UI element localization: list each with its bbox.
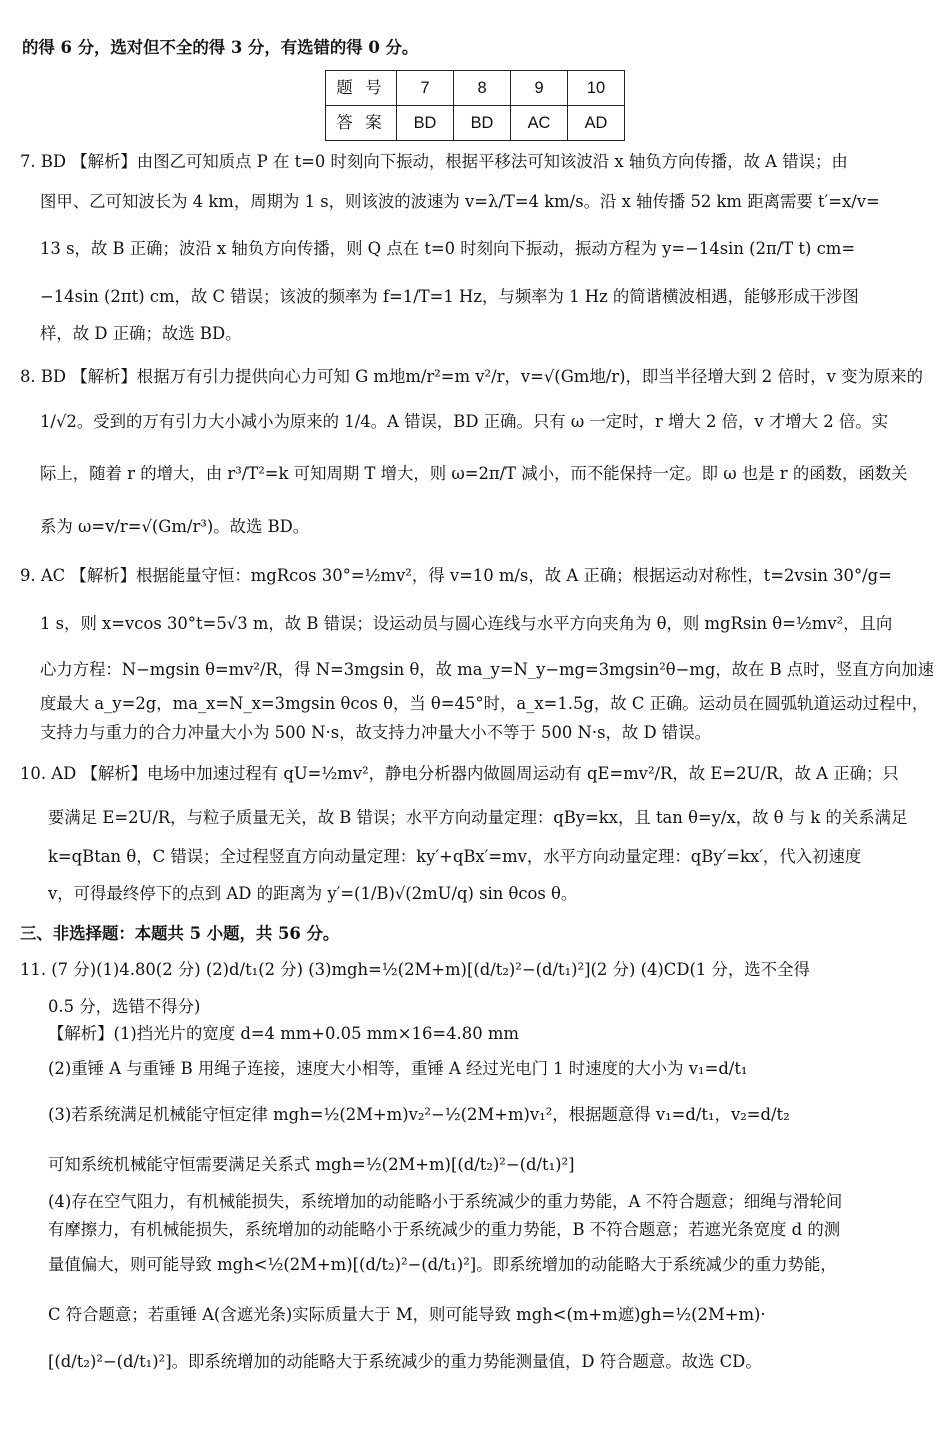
q7-line: 7. BD 【解析】由图乙可知质点 P 在 t=0 时刻向下振动，根据平移法可知该波沿 x 轴负方向传播，故 A 错误；由 [20,152,848,171]
q11-line: C 符合题意；若重锤 A(含遮光条)实际质量大于 M，则可能导致 mgh<(m+m遮)gh=½(2M+m)· [48,1305,766,1324]
table-cell: AD [568,106,625,141]
q10-line: 10. AD 【解析】电场中加速过程有 qU=½mv²，静电分析器内做圆周运动有 qE=mv²/R，故 E=2U/R，故 A 正确；只 [20,764,899,783]
q9-line: 支持力与重力的合力冲量大小为 500 N·s，故支持力冲量大小不等于 500 N·s，故 D 错误。 [40,723,712,742]
q7-line: −14sin (2πt) cm，故 C 错误；该波的频率为 f=1/T=1 Hz，与频率为 1 Hz 的简谐横波相遇，能够形成干涉图 [40,287,859,306]
table-cell: AC [511,106,568,141]
q9-line: 1 s，则 x=vcos 30°t=5√3 m，故 B 错误；设运动员与圆心连线与水平方向夹角为 θ，则 mgRsin θ=½mv²，且向 [40,614,893,633]
q8-line: 8. BD 【解析】根据万有引力提供向心力可知 G m地m/r²=m v²/r，v=√(Gm地/r)，即当半径增大到 2 倍时，v 变为原来的 [20,367,924,386]
table-row [326,71,625,106]
q11-line: 量值偏大，则可能导致 mgh<½(2M+m)[(d/t₂)²−(d/t₁)²]。即系统增加的动能略大于系统减少的重力势能， [48,1255,837,1274]
q9-line: 心力方程：N−mgsin θ=mv²/R，得 N=3mgsin θ，故 ma_y=N_y−mg=3mgsin²θ−mg，故在 B 点时，竖直方向加速 [40,660,934,679]
table-cell: 10 [568,71,625,106]
q9-line: 9. AC 【解析】根据能量守恒：mgRcos 30°=½mv²，得 v=10 m/s，故 A 正确；根据运动对称性，t=2vsin 30°/g= [20,566,892,585]
answer-table [325,70,625,141]
table-row [326,106,625,141]
table-cell: BD [397,106,454,141]
table-cell: 7 [397,71,454,106]
q10-line: k=qBtan θ，C 错误；全过程竖直方向动量定理：ky′+qBx′=mv，水平方向动量定理：qBy′=kx′，代入初速度 [48,847,862,866]
q11-line: 可知系统机械能守恒需要满足关系式 mgh=½(2M+m)[(d/t₂)²−(d/t₁)²] [48,1155,575,1174]
table-cell: 答 案 [326,106,397,141]
q11-line: 【解析】(1)挡光片的宽度 d=4 mm+0.05 mm×16=4.80 mm [48,1024,519,1043]
table-cell: 题 号 [326,71,397,106]
q11-line: (2)重锤 A 与重锤 B 用绳子连接，速度大小相等，重锤 A 经过光电门 1 时速度的大小为 v₁=d/t₁ [48,1059,748,1078]
q8-line: 系为 ω=v/r=√(Gm/r³)。故选 BD。 [40,517,310,536]
table-cell: BD [454,106,511,141]
q10-line: 要满足 E=2U/R，与粒子质量无关，故 B 错误；水平方向动量定理：qBy=kx，且 tan θ=y/x，故 θ 与 k 的关系满足 [48,808,908,827]
cut-top-line: 的得 6 分，选对但不全的得 3 分，有选错的得 0 分。 [22,38,419,57]
table-cell: 8 [454,71,511,106]
q10-line: v，可得最终停下的点到 AD 的距离为 y′=(1/B)√(2mU/q) sin θcos θ。 [48,884,578,903]
section-heading: 三、非选择题：本题共 5 小题，共 56 分。 [20,924,340,943]
q7-line: 样，故 D 正确；故选 BD。 [40,324,242,343]
q11-line: (4)存在空气阻力，有机械能损失，系统增加的动能略小于系统减少的重力势能，A 不符合题意；细绳与滑轮间 [48,1192,843,1211]
q11-line: 11. (7 分)(1)4.80(2 分) (2)d/t₁(2 分) (3)mgh=½(2M+m)[(d/t₂)²−(d/t₁)²](2 分) (4)CD(1 分，选不全得 [20,960,810,979]
q8-line: 1/√2。受到的万有引力大小减小为原来的 1/4。A 错误，BD 正确。只有 ω 一定时，r 增大 2 倍，v 才增大 2 倍。实 [40,412,889,431]
q7-line: 图甲、乙可知波长为 4 km，周期为 1 s，则该波的波速为 v=λ/T=4 km/s。沿 x 轴传播 52 km 距离需要 t′=x/v= [40,192,880,211]
q11-line: 有摩擦力，有机械能损失，系统增加的动能略小于系统减少的重力势能，B 不符合题意；若遮光条宽度 d 的测 [48,1220,841,1239]
table-cell: 9 [511,71,568,106]
q11-line: [(d/t₂)²−(d/t₁)²]。即系统增加的动能略大于系统减少的重力势能测量值，D 符合题意。故选 CD。 [48,1352,762,1371]
q11-line: (3)若系统满足机械能守恒定律 mgh=½(2M+m)v₂²−½(2M+m)v₁²，根据题意得 v₁=d/t₁，v₂=d/t₂ [48,1105,790,1124]
q9-line: 度最大 a_y=2g，ma_x=N_x=3mgsin θcos θ，当 θ=45°时，a_x=1.5g，故 C 正确。运动员在圆弧轨道运动过程中， [40,694,929,713]
q11-line: 0.5 分，选错不得分) [48,997,201,1016]
q8-line: 际上，随着 r 的增大，由 r³/T²=k 可知周期 T 增大，则 ω=2π/T 减小，而不能保持一定。即 ω 也是 r 的函数，函数关 [40,464,908,483]
q7-line: 13 s，故 B 正确；波沿 x 轴负方向传播，则 Q 点在 t=0 时刻向下振动，振动方程为 y=−14sin (2π/T t) cm= [40,239,856,258]
